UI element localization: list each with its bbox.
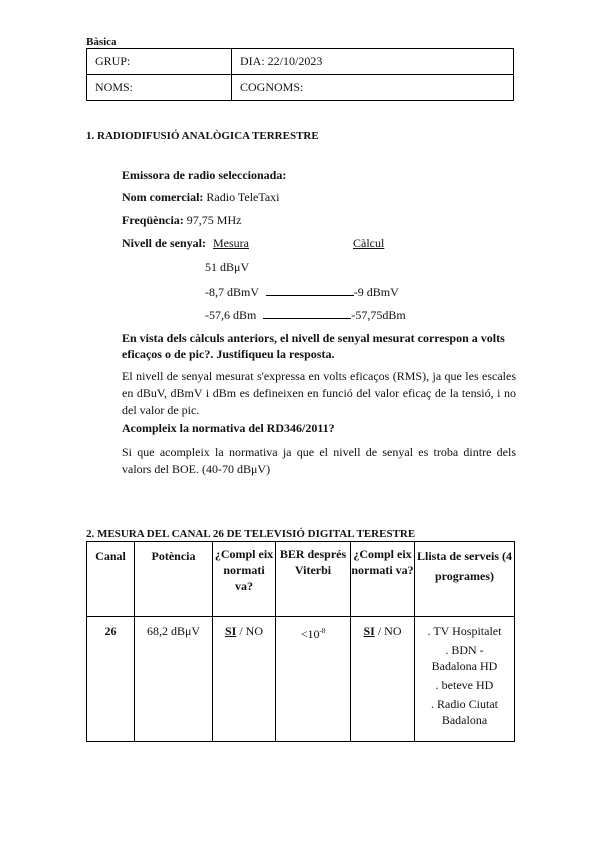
station-heading: Emissora de radio seleccionada: — [122, 168, 287, 182]
service-item: . Radio Ciutat Badalona — [431, 697, 498, 727]
compleix-2-si: SI — [363, 624, 375, 638]
cell-services — [415, 617, 515, 742]
ber-exponent: -8 — [319, 627, 326, 635]
dia-cell: DIA: 22/10/2023 — [232, 49, 514, 75]
cognoms-cell: COGNOMS: — [232, 75, 514, 101]
frequency-value: 97,75 MHz — [186, 213, 242, 227]
grup-cell: GRUP: — [87, 49, 232, 75]
header-table — [86, 48, 514, 101]
compleix-1-no: / NO — [236, 624, 263, 638]
measure-value-2: -8,7 dBmV — [205, 285, 259, 299]
col-potencia: Potència — [135, 542, 213, 617]
compleix-1-si: SI — [224, 624, 237, 638]
cell-ber — [276, 617, 351, 742]
commercial-name-line — [122, 190, 280, 205]
answer-1: El nivell de senyal mesurat s'expressa en volts eficaços (RMS), ja que les escales en dBuV, dBmV i dBm es defineixen en funció del valor eficaç de la tensió, i no del valor de pic. — [122, 369, 516, 417]
frequency-label: Freqüència: — [122, 213, 184, 227]
service-item: . beteve HD — [435, 678, 494, 692]
noms-cell: NOMS: — [87, 75, 232, 101]
measure-row-3 — [205, 307, 406, 323]
ber-value: <10 — [300, 627, 320, 641]
calc-header: Càlcul — [353, 236, 385, 250]
section1-title: 1. RADIODIFUSIÓ ANALÒGICA TERRESTRE — [86, 130, 319, 142]
cell-compleix-2 — [351, 617, 415, 742]
subject-label: Bàsica — [86, 36, 117, 48]
measure-value-3: -57,6 dBm — [205, 308, 257, 322]
question-1: En vista dels càlculs anteriors, el nivell de senyal mesurat correspon a volts eficaços o de pic?. Justifiqueu la resposta. — [122, 331, 505, 361]
measure-row-1: 51 dBμV — [205, 260, 250, 274]
cell-compleix-1 — [213, 617, 276, 742]
measure-header: Mesura — [213, 236, 249, 250]
compleix-2-no: / NO — [374, 624, 402, 638]
calc-value-2: -9 dBmV — [353, 285, 399, 299]
answer-2: Si que acompleix la normativa ja que el nivell de senyal es troba dintre dels valors del BOE. (40-70 dBμV) — [122, 445, 516, 476]
separator-line — [263, 307, 351, 319]
measure-row-2 — [205, 284, 399, 300]
question-2: Acompleix la normativa del RD346/2011? — [122, 421, 335, 435]
section2-title: 2. MESURA DEL CANAL 26 DE TELEVISIÓ DIGITAL TERESTRE — [86, 528, 416, 540]
service-item: . TV Hospitalet — [427, 624, 502, 638]
table-header-row — [87, 542, 515, 617]
col-ber: BER després Viterbi — [276, 542, 351, 617]
col-canal: Canal — [87, 542, 135, 617]
col-services: Llista de serveis (4 programes) — [415, 542, 515, 617]
level-line — [122, 236, 249, 251]
separator-line — [266, 284, 354, 296]
col-compleix-2: ¿Compl eix normati va? — [351, 542, 415, 617]
col-compleix-1: ¿Compl eix normati va? — [213, 542, 276, 617]
commercial-label: Nom comercial: — [122, 190, 204, 204]
level-label: Nivell de senyal: — [122, 236, 206, 250]
service-item: . BDN - Badalona HD — [431, 643, 498, 673]
tv-channel-table — [86, 541, 515, 742]
cell-canal: 26 — [87, 617, 135, 742]
calc-value-3: -57,75dBm — [351, 308, 406, 322]
commercial-value: Radio TeleTaxi — [206, 190, 280, 204]
cell-potencia: 68,2 dBμV — [135, 617, 213, 742]
table-row — [87, 617, 515, 742]
frequency-line — [122, 213, 241, 228]
